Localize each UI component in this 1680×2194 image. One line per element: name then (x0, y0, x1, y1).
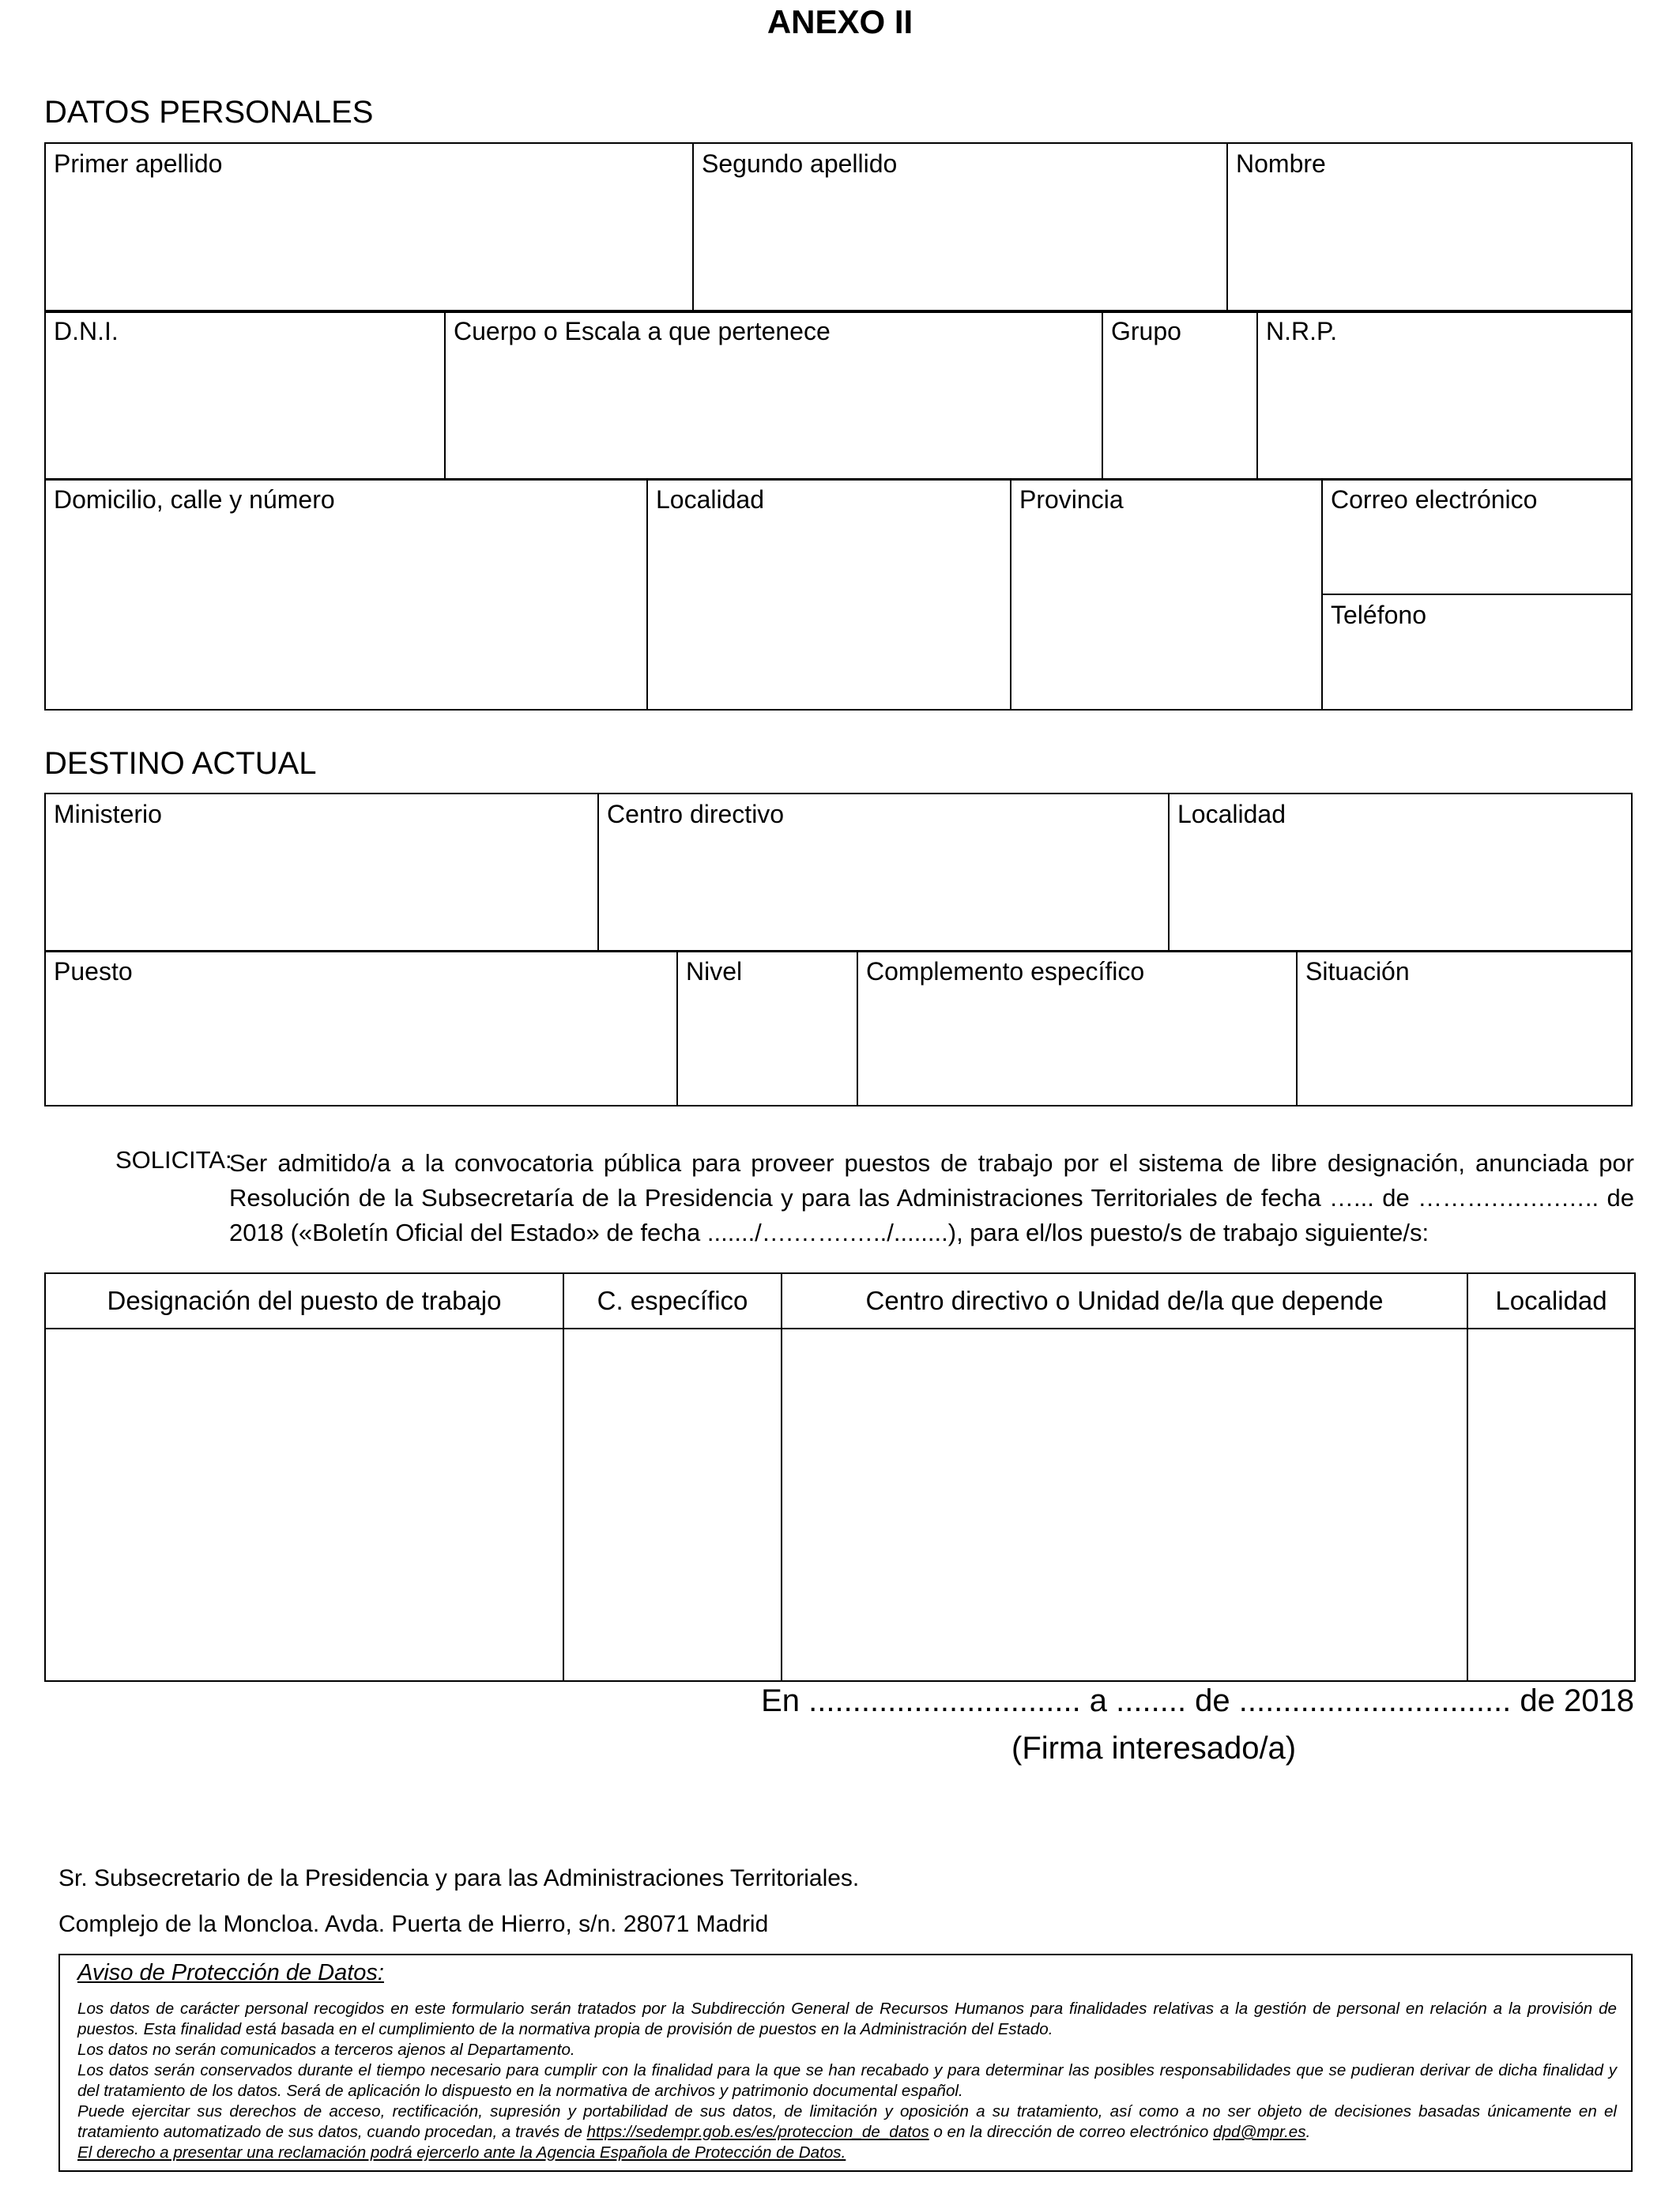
section-heading-datos-personales: DATOS PERSONALES (44, 95, 374, 130)
email-link[interactable]: dpd@mpr.es (1213, 2123, 1306, 2141)
label-complemento: Complemento específico (866, 957, 1145, 986)
notice-rights-mid: o en la dirección de correo electrónico (929, 2123, 1214, 2141)
puestos-header-centro-directivo: Centro directivo o Unidad de/la que depende (782, 1273, 1467, 1329)
label-nombre: Nombre (1236, 149, 1326, 178)
field-complemento[interactable] (857, 951, 1297, 1106)
field-nombre[interactable] (1227, 143, 1632, 312)
solicita-text: Ser admitido/a a la convocatoria pública para proveer puestos de trabajo por el sistema de libre designación, anunciada por Resolución de la Subsecretaría de la Presidencia y para las Administraciones Territoriales de fecha …... de ……….….….….. de 2018 («Boletín Oficial del Estado» de fecha ......./….…….…../........), para el/los puesto/s de trabajo siguiente/s: (229, 1149, 1634, 1246)
notice-rights-end: . (1305, 2123, 1311, 2141)
field-domicilio[interactable] (45, 479, 647, 710)
label-domicilio: Domicilio, calle y número (54, 485, 335, 514)
field-primer-apellido[interactable] (45, 143, 693, 312)
label-grupo: Grupo (1111, 317, 1181, 345)
field-nivel[interactable] (677, 951, 857, 1106)
addressee-line: Sr. Subsecretario de la Presidencia y para las Administraciones Territoriales. (58, 1865, 860, 1891)
notice-rights-text: Puede ejercitar sus derechos de acceso, rectificación, supresión y portabilidad de sus datos, de limitación y oposición a su tratamiento, así como a no ser objeto de decisiones basadas únicamente en el tratamiento automatizado de sus datos, cuando procedan, a través de (77, 2102, 1617, 2141)
field-grupo[interactable] (1102, 311, 1257, 480)
puestos-cell-centro-directivo[interactable] (782, 1329, 1467, 1681)
label-telefono: Teléfono (1331, 601, 1426, 629)
notice-paragraph-reclamacion: El derecho a presentar una reclamación podrá ejercerlo ante la Agencia Española de Protección de Datos. (77, 2143, 846, 2162)
label-centro-directivo: Centro directivo (607, 800, 785, 828)
puestos-header-designacion: Designación del puesto de trabajo (45, 1273, 563, 1329)
field-localidad-destino[interactable] (1169, 794, 1632, 952)
notice-paragraph: Los datos de carácter personal recogidos en este formulario serán tratados por la Subdirección General de Recursos Humanos para finalidades relativas a la gestión de personal en relación a la provisión de puestos. Esta finalidad está basada en el cumplimiento de la normativa propia de provisión de puestos en la Administración del Estado. (77, 2000, 1617, 2038)
field-cuerpo[interactable] (445, 311, 1102, 480)
field-telefono[interactable] (1322, 594, 1632, 710)
field-ministerio[interactable] (45, 794, 598, 952)
puestos-table (44, 1272, 1636, 1682)
label-dni: D.N.I. (54, 317, 119, 345)
notice-paragraph-rights (77, 2102, 1617, 2143)
page-title: ANEXO II (767, 3, 913, 40)
field-situacion[interactable] (1297, 951, 1632, 1106)
label-situacion: Situación (1305, 957, 1410, 986)
notice-paragraph: Los datos serán conservados durante el tiempo necesario para cumplir con la finalidad para la que se han recabado y para determinar las posibles responsabilidades que se pudieran derivar de dicha finalidad y del tratamiento de los datos. Será de aplicación lo dispuesto en la normativa de archivos y patrimonio documental español. (77, 2061, 1617, 2100)
label-primer-apellido: Primer apellido (54, 149, 223, 178)
puestos-cell-localidad[interactable] (1467, 1329, 1635, 1681)
notice-title: Aviso de Protección de Datos: (77, 1960, 384, 1985)
label-localidad: Localidad (656, 485, 764, 514)
notice-body (77, 1999, 1617, 2163)
puestos-header-c-especifico: C. específico (563, 1273, 782, 1329)
label-provincia: Provincia (1019, 485, 1124, 514)
label-ministerio: Ministerio (54, 800, 162, 828)
field-localidad[interactable] (647, 479, 1011, 710)
datos-personales-row2 (44, 310, 1633, 481)
datos-personales-row3 (44, 478, 1633, 711)
destino-actual-row1 (44, 793, 1633, 952)
sede-link[interactable]: https://sedempr.gob.es/es/proteccion_de_datos (586, 2123, 929, 2141)
field-provincia[interactable] (1011, 479, 1322, 710)
field-segundo-apellido[interactable] (693, 143, 1227, 312)
data-protection-notice (58, 1954, 1633, 2172)
date-line: En ............................... a ........ de ............................... de 2018 (761, 1683, 1634, 1718)
label-segundo-apellido: Segundo apellido (702, 149, 898, 178)
field-puesto[interactable] (45, 951, 677, 1106)
label-nivel: Nivel (686, 957, 743, 986)
field-correo[interactable] (1322, 479, 1632, 594)
label-correo: Correo electrónico (1331, 485, 1538, 514)
puestos-cell-designacion[interactable] (45, 1329, 563, 1681)
signature-caption: (Firma interesado/a) (1011, 1731, 1297, 1766)
solicita-label: SOLICITA: (115, 1146, 232, 1174)
address-line: Complejo de la Moncloa. Avda. Puerta de Hierro, s/n. 28071 Madrid (58, 1911, 769, 1937)
label-localidad-destino: Localidad (1177, 800, 1286, 828)
notice-paragraph: Los datos no serán comunicados a terceros ajenos al Departamento. (77, 2041, 575, 2059)
datos-personales-row1 (44, 142, 1633, 313)
puestos-header-localidad: Localidad (1467, 1273, 1635, 1329)
field-dni[interactable] (45, 311, 445, 480)
label-nrp: N.R.P. (1266, 317, 1338, 345)
field-centro-directivo[interactable] (598, 794, 1169, 952)
label-cuerpo: Cuerpo o Escala a que pertenece (454, 317, 831, 345)
label-puesto: Puesto (54, 957, 133, 986)
puestos-cell-c-especifico[interactable] (563, 1329, 782, 1681)
section-heading-destino-actual: DESTINO ACTUAL (44, 746, 317, 781)
field-nrp[interactable] (1257, 311, 1632, 480)
destino-actual-row2 (44, 950, 1633, 1106)
